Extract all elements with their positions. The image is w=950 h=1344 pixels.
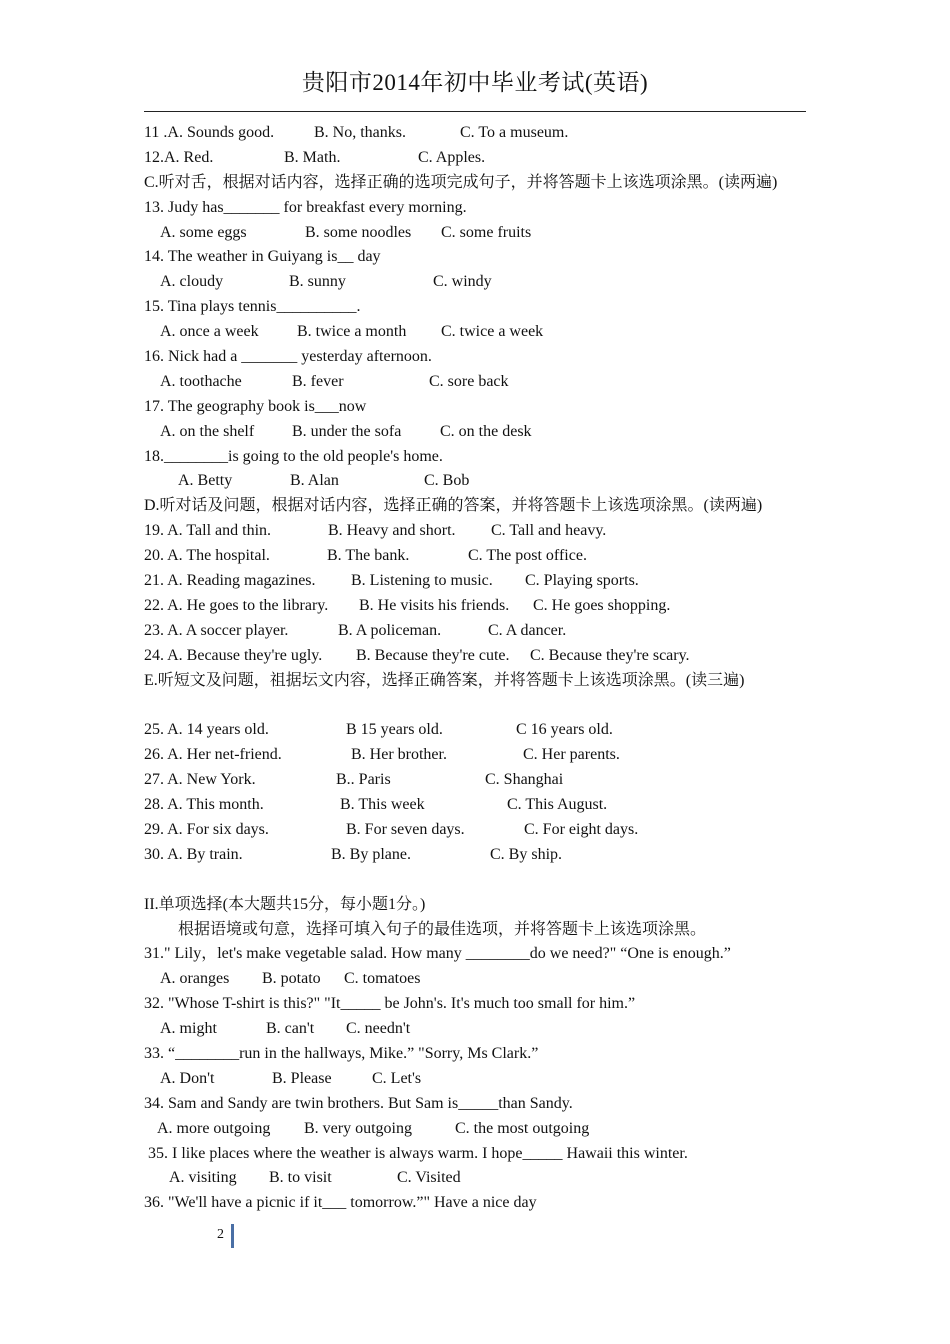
answer-option: C. The post office. xyxy=(468,547,587,565)
text-line xyxy=(144,345,814,370)
text-line xyxy=(144,718,814,743)
answer-option: B. Because they're cute. xyxy=(356,646,510,664)
answer-option: C. Shanghai xyxy=(485,771,564,789)
text-line xyxy=(144,1191,814,1216)
question-text: 31." Lily，let's make vegetable salad. How many ________do we need?" “One is enough.” xyxy=(144,945,731,963)
question-text: A. oranges xyxy=(160,970,230,988)
question-text: 16. Nick had a _______ yesterday afternoon. xyxy=(144,348,432,366)
question-text: C.听对舌，根据对话内容，选择正确的选项完成句子，并将答题卡上该选项涂黑。(读两遍) xyxy=(144,173,778,191)
text-line xyxy=(144,669,814,694)
text-line xyxy=(144,768,814,793)
page-number: 2 xyxy=(217,1227,224,1242)
answer-option: B. sunny xyxy=(289,273,346,291)
answer-option: B. This week xyxy=(340,796,425,814)
text-line xyxy=(144,121,814,146)
question-text: 33. “________run in the hallways, Mike.” "Sorry, Ms Clark.” xyxy=(144,1044,539,1062)
question-text: 34. Sam and Sandy are twin brothers. But Sam is_____than Sandy. xyxy=(144,1094,573,1112)
question-text: 29. A. For six days. xyxy=(144,820,269,838)
question-text: D.听对话及问题，根据对话内容，选择正确的答案，并将答题卡上该选项涂黑。(读两遍) xyxy=(144,497,763,515)
answer-option: C. twice a week xyxy=(441,323,544,341)
question-text: 18.________is going to the old people's home. xyxy=(144,447,443,465)
question-text: 19. A. Tall and thin. xyxy=(144,522,272,540)
answer-option: B. He visits his friends. xyxy=(359,596,510,614)
question-text: E.听短文及问题，祖据坛文内容，选择正确答案，并将答题卡上该选项涂黑。(读三遍) xyxy=(144,671,745,689)
answer-option: C. He goes shopping. xyxy=(533,596,671,614)
question-text: 13. Judy has_______ for breakfast every morning. xyxy=(144,198,467,216)
text-line xyxy=(144,519,814,544)
text-line xyxy=(144,1142,814,1167)
question-text: A. more outgoing xyxy=(157,1119,271,1137)
page-number-bar xyxy=(231,1224,234,1248)
answer-option: C. Apples. xyxy=(418,148,486,166)
answer-option: B 15 years old. xyxy=(346,721,443,739)
question-text: 22. A. He goes to the library. xyxy=(144,596,329,614)
answer-option: C. Let's xyxy=(372,1069,422,1087)
answer-option: C. Her parents. xyxy=(523,746,620,764)
text-line xyxy=(144,818,814,843)
question-text: 23. A. A soccer player. xyxy=(144,621,289,639)
answer-option: C. windy xyxy=(433,273,492,291)
question-text: 21. A. Reading magazines. xyxy=(144,572,316,590)
text-line xyxy=(144,295,814,320)
answer-option: C. sore back xyxy=(429,372,509,390)
text-line xyxy=(144,967,814,992)
answer-option: C. This August. xyxy=(507,796,608,814)
answer-option: C. Because they're scary. xyxy=(530,646,690,664)
exam-content xyxy=(144,121,814,1216)
text-line xyxy=(144,793,814,818)
answer-option: B. Heavy and short. xyxy=(328,522,456,540)
text-line xyxy=(144,1067,814,1092)
answer-option: B. some noodles xyxy=(305,223,412,241)
text-line xyxy=(144,221,814,246)
text-line xyxy=(144,843,814,868)
question-text: 11 .A. Sounds good. xyxy=(144,124,275,141)
answer-option: B. under the sofa xyxy=(292,422,402,440)
text-line xyxy=(144,370,814,395)
answer-option: C. tomatoes xyxy=(344,970,421,988)
answer-option: B. very outgoing xyxy=(304,1119,412,1137)
question-text: 27. A. New York. xyxy=(144,771,256,789)
text-line xyxy=(144,644,814,669)
text-line xyxy=(144,893,814,918)
answer-option: C. Tall and heavy. xyxy=(491,522,607,540)
answer-option: B. Listening to music. xyxy=(351,572,493,590)
answer-option: C. Visited xyxy=(397,1169,461,1187)
question-text: 26. A. Her net-friend. xyxy=(144,746,282,764)
question-text: A. might xyxy=(160,1020,217,1038)
answer-option: C. Playing sports. xyxy=(525,572,639,590)
text-line xyxy=(144,569,814,594)
answer-option: C 16 years old. xyxy=(516,721,613,739)
text-line xyxy=(144,1117,814,1142)
text-line xyxy=(144,171,814,196)
question-text: A. toothache xyxy=(160,372,242,390)
question-text: A. Betty xyxy=(178,472,233,490)
question-text: 36. "We'll have a picnic if it___ tomorrow.”" Have a nice day xyxy=(144,1194,537,1212)
text-line xyxy=(144,544,814,569)
text-line xyxy=(144,1166,814,1191)
answer-option: B. Math. xyxy=(284,148,341,166)
question-text: A. some eggs xyxy=(160,223,247,241)
text-line xyxy=(144,1092,814,1117)
question-text: 根据语境或句意，选择可填入句子的最佳选项，并将答题卡上该选项涂黑。 xyxy=(178,920,707,938)
question-text: A. visiting xyxy=(169,1169,237,1187)
text-line xyxy=(144,942,814,967)
blank-line xyxy=(144,868,814,893)
text-line xyxy=(144,494,814,519)
text-line xyxy=(144,743,814,768)
page-title: 贵阳市2014年初中毕业考试(英语) xyxy=(301,70,649,95)
answer-option: B. to visit xyxy=(269,1169,332,1187)
question-text: A. once a week xyxy=(160,323,259,341)
question-text: A. on the shelf xyxy=(160,422,255,440)
question-text: 28. A. This month. xyxy=(144,796,264,814)
question-text: 32. "Whose T-shirt is this?" "It_____ be John's. It's much too small for him.” xyxy=(144,995,636,1013)
text-line xyxy=(144,146,814,171)
text-line xyxy=(144,245,814,270)
text-line xyxy=(144,196,814,221)
text-line xyxy=(144,918,814,943)
answer-option: B. can't xyxy=(266,1020,315,1038)
answer-option: C. Bob xyxy=(424,472,470,490)
answer-option: B. By plane. xyxy=(331,845,411,863)
answer-option: C. To a museum. xyxy=(460,124,569,141)
answer-option: C. on the desk xyxy=(440,422,532,440)
text-line xyxy=(144,1017,814,1042)
text-line xyxy=(144,1042,814,1067)
text-line xyxy=(144,395,814,420)
answer-option: B. Her brother. xyxy=(351,746,447,764)
answer-option: B. fever xyxy=(292,372,344,390)
question-text: 15. Tina plays tennis__________. xyxy=(144,298,361,316)
text-line xyxy=(144,469,814,494)
answer-option: B. Alan xyxy=(290,472,339,490)
answer-option: B.. Paris xyxy=(336,771,391,789)
answer-option: B. Please xyxy=(272,1069,332,1087)
answer-option: C. some fruits xyxy=(441,223,532,241)
text-line xyxy=(144,619,814,644)
question-text: 17. The geography book is___now xyxy=(144,397,367,415)
answer-option: B. potato xyxy=(262,970,321,988)
question-text: 25. A. 14 years old. xyxy=(144,721,269,739)
header-divider xyxy=(144,111,806,112)
text-line xyxy=(144,992,814,1017)
question-text: II.单项选择(本大题共15分，每小题1分。) xyxy=(144,895,426,913)
question-text: A. Don't xyxy=(160,1069,215,1087)
answer-option: C. needn't xyxy=(346,1020,411,1038)
text-line xyxy=(144,270,814,295)
answer-option: C. For eight days. xyxy=(524,820,639,838)
question-text: 24. A. Because they're ugly. xyxy=(144,646,323,664)
answer-option: B. The bank. xyxy=(327,547,410,565)
text-line xyxy=(144,594,814,619)
blank-line xyxy=(144,693,814,718)
question-text: 14. The weather in Guiyang is__ day xyxy=(144,248,381,266)
question-text: A. cloudy xyxy=(160,273,224,291)
answer-option: C. By ship. xyxy=(490,845,563,863)
question-text: 30. A. By train. xyxy=(144,845,243,863)
text-line xyxy=(144,445,814,470)
answer-option: C. the most outgoing xyxy=(455,1119,590,1137)
question-text: 35. I like places where the weather is always warm. I hope_____ Hawaii this winter. xyxy=(148,1144,688,1162)
answer-option: C. A dancer. xyxy=(488,621,567,639)
answer-option: B. twice a month xyxy=(297,323,407,341)
text-line xyxy=(144,420,814,445)
answer-option: B. For seven days. xyxy=(346,820,465,838)
text-line xyxy=(144,320,814,345)
answer-option: B. A policeman. xyxy=(338,621,442,639)
answer-option: B. No, thanks. xyxy=(314,124,406,141)
question-text: 12.A. Red. xyxy=(144,148,214,166)
question-text: 20. A. The hospital. xyxy=(144,547,270,565)
